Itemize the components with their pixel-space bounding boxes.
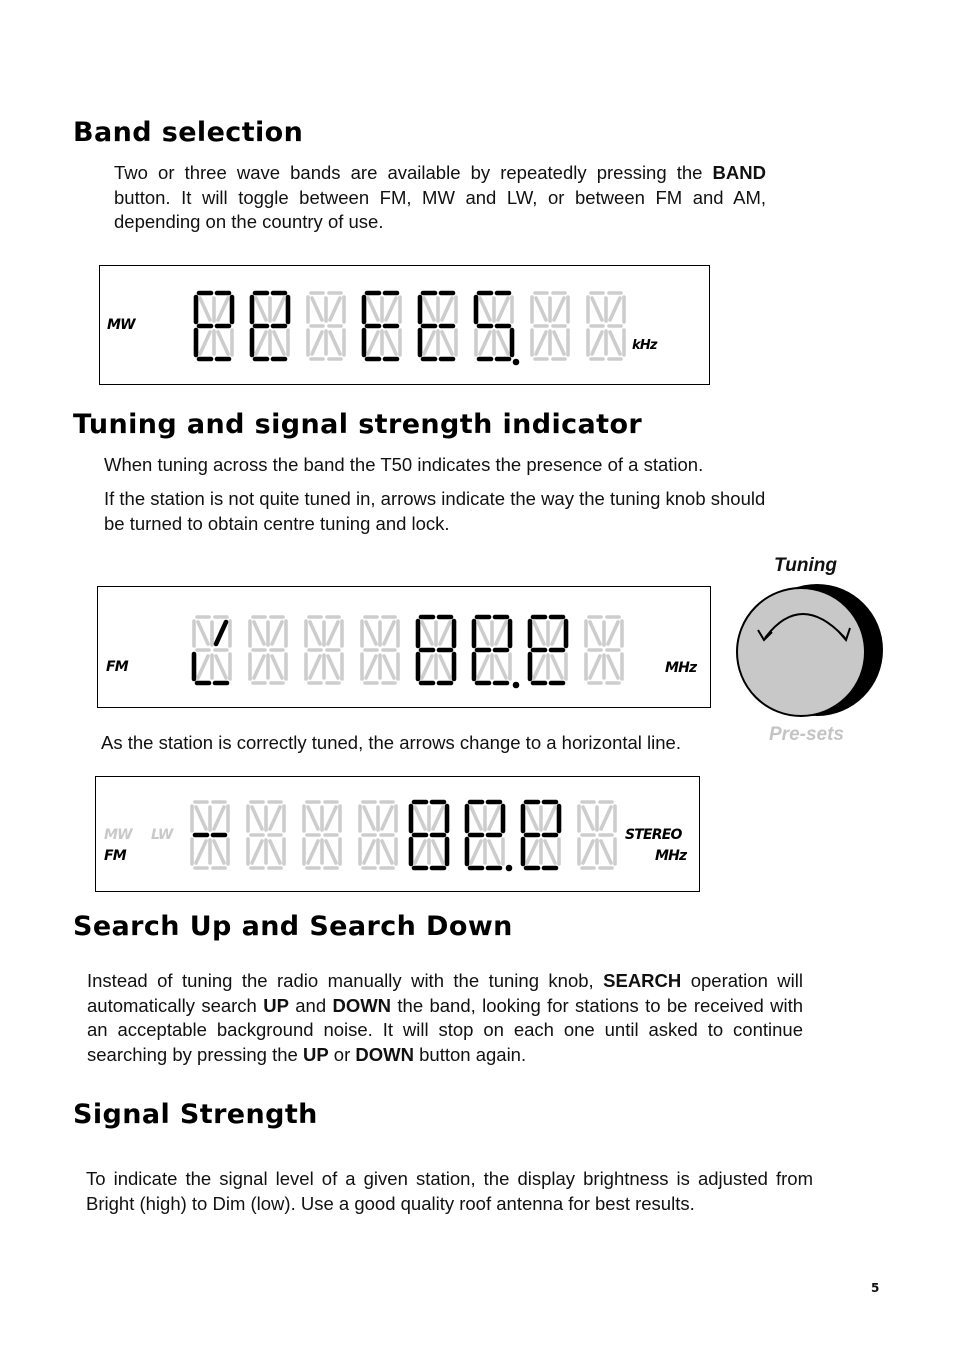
band-label-fm: FM [106, 659, 128, 675]
search-text: Instead of tuning the radio manually with the tuning knob, SEARCH operation will automatically search UP and DOWN the band, looking for stations to be received with an acceptable background noise. It will stop on each one until asked to continue searching by pressing the UP or DOWN button again. [87, 970, 803, 1065]
band-label-lw-dim: LW [151, 827, 173, 843]
tuning-text-3: As the station is correctly tuned, the arrows change to a horizontal line. [101, 732, 681, 753]
band-label-fm-active: FM [104, 848, 126, 864]
page-number: 5 [871, 1281, 880, 1295]
lcd-display-fm-locked [95, 776, 700, 892]
band-label-mw: MW [107, 317, 135, 333]
signal-strength-text: To indicate the signal level of a given station, the display brightness is adjusted from Bright (high) to Dim (low). Use a good quality roof antenna for best results. [86, 1168, 813, 1214]
heading-tuning: Tuning and signal strength indicator [73, 409, 643, 440]
band-selection-text: Two or three wave bands are available by repeatedly pressing the BAND button. It will toggle between FM, MW and LW, or between FM and AM, depending on the country of use. [114, 162, 766, 232]
unit-label-mhz-locked: MHz [655, 848, 687, 864]
segment-digits-fm-tuning [98, 587, 710, 707]
band-label-mw-dim: MW [104, 827, 132, 843]
lcd-display-fm-tuning [97, 586, 711, 708]
tuning-text-1: When tuning across the band the T50 indicates the presence of a station. [104, 454, 704, 475]
tuning-text-2: If the station is not quite tuned in, arrows indicate the way the tuning knob should be turned to obtain centre tuning and lock. [104, 488, 766, 534]
lcd-display-mw [99, 265, 710, 385]
segment-digits-fm-locked [96, 777, 699, 891]
heading-band-selection: Band selection [73, 117, 304, 148]
unit-label-khz: kHz [632, 338, 657, 353]
tuning-knob-icon [735, 582, 895, 722]
segment-digits-mw [100, 266, 709, 384]
stereo-indicator: STEREO [625, 827, 682, 843]
heading-search: Search Up and Search Down [73, 911, 513, 942]
knob-label-presets: Pre-sets [769, 724, 844, 745]
heading-signal-strength: Signal Strength [73, 1099, 318, 1130]
knob-label-tuning: Tuning [774, 555, 837, 576]
unit-label-mhz: MHz [665, 660, 697, 676]
